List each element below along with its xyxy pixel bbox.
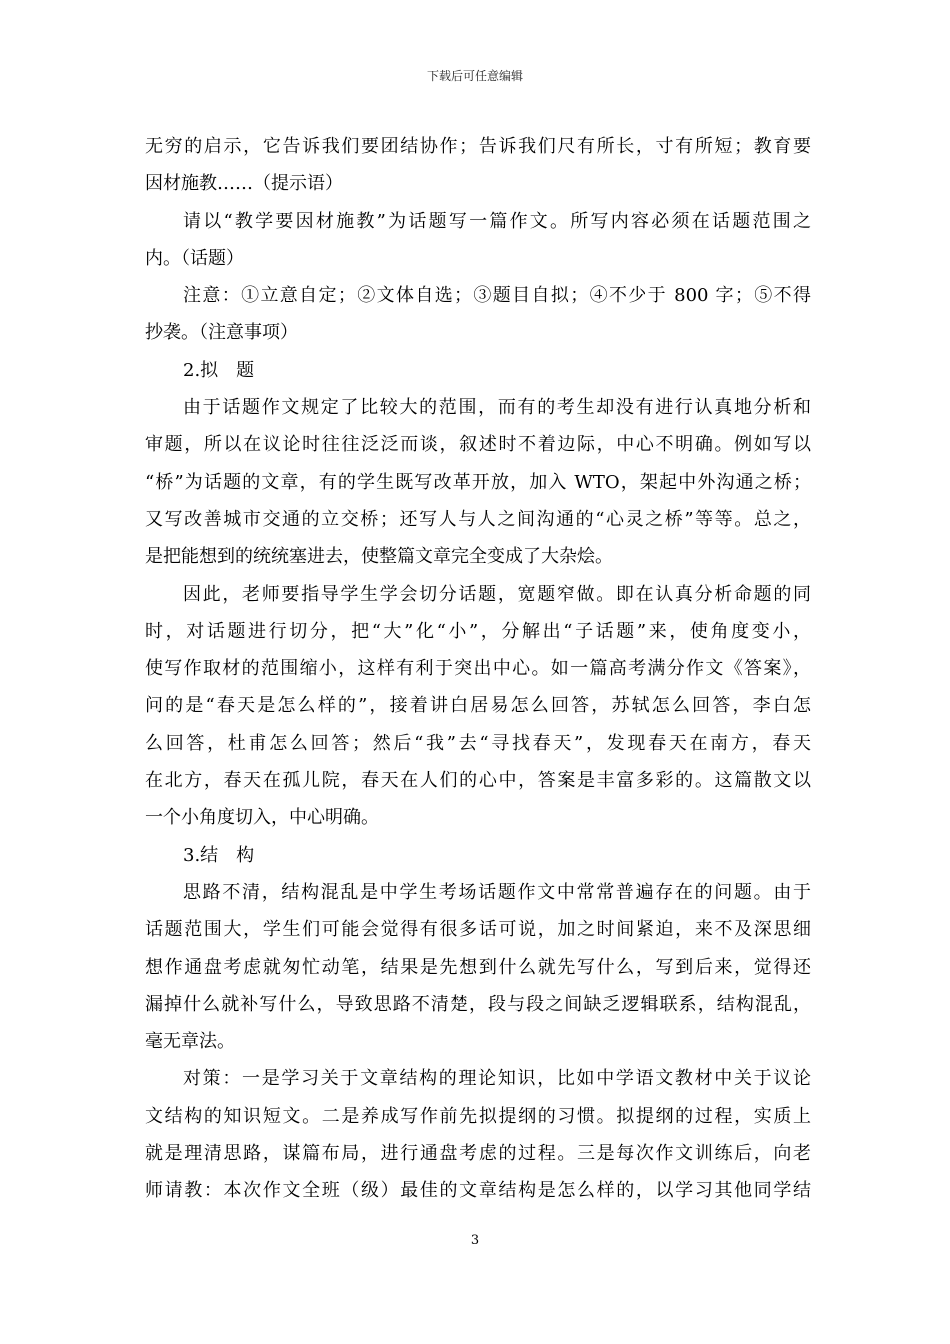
text-line: 请以“教学要因材施教”为话题写一篇作文。所写内容必须在话题范围之 bbox=[183, 210, 811, 232]
text-line: 问的是“春天是怎么样的”，接着讲白居易怎么回答，苏轼怎么回答，李白怎 bbox=[145, 695, 811, 717]
body-text bbox=[145, 128, 811, 1210]
text-line: 由于话题作文规定了比较大的范围，而有的考生却没有进行认真地分析和 bbox=[183, 397, 811, 419]
text-line: 时，对话题进行切分，把“大”化“小”，分解出“子话题”来，使角度变小， bbox=[145, 620, 811, 642]
text-line: 使写作取材的范围缩小，这样有利于突出中心。如一篇高考满分作文《答案》， bbox=[145, 658, 811, 680]
text-line: 毫无章法。 bbox=[145, 1031, 235, 1053]
text-line: 无穷的启示，它告诉我们要团结协作；告诉我们尺有所长，寸有所短；教育要 bbox=[145, 136, 811, 157]
text-line: 又写改善城市交通的立交桥；还写人与人之间沟通的“心灵之桥”等等。总之， bbox=[145, 508, 811, 530]
page-header: 下载后可任意编辑 bbox=[426, 69, 523, 83]
text-line: 对策：一是学习关于文章结构的理论知识，比如中学语文教材中关于议论 bbox=[183, 1068, 811, 1090]
text-line: 就是理清思路，谋篇布局，进行通盘考虑的过程。三是每次作文训练后，向老 bbox=[145, 1143, 811, 1165]
text-line: 因此，老师要指导学生学会切分话题，宽题窄做。即在认真分析命题的同 bbox=[183, 583, 811, 605]
section-heading: 2.拟 题 bbox=[183, 359, 255, 381]
text-line: “桥”为话题的文章，有的学生既写改革开放，加入 WTO，架起中外沟通之桥； bbox=[145, 471, 811, 493]
text-line: 一个小角度切入，中心明确。 bbox=[145, 807, 379, 829]
text-line: 思路不清，结构混乱是中学生考场话题作文中常常普遍存在的问题。由于 bbox=[183, 881, 811, 903]
text-line: 内。（话题） bbox=[145, 247, 244, 269]
text-line: 注意：①立意自定；②文体自选；③题目自拟；④不少于 800 字；⑤不得 bbox=[183, 285, 811, 307]
text-line: 因材施教……（提示语） bbox=[145, 173, 343, 195]
page-number: 3 bbox=[470, 1233, 480, 1248]
section-heading: 3.结 构 bbox=[183, 844, 255, 866]
text-line: 文结构的知识短文。二是养成写作前先拟提纲的习惯。拟提纲的过程，实质上 bbox=[145, 1105, 811, 1127]
text-line: 话题范围大，学生们可能会觉得有很多话可说，加之时间紧迫，来不及深思细 bbox=[145, 919, 811, 941]
text-line: 师请教：本次作文全班（级）最佳的文章结构是怎么样的，以学习其他同学结 bbox=[145, 1180, 811, 1202]
text-line: 抄袭。（注意事项） bbox=[145, 322, 298, 344]
text-line: 么回答，杜甫怎么回答；然后“我”去“寻找春天”，发现春天在南方，春天 bbox=[145, 732, 811, 754]
text-line: 审题，所以在议论时往往泛泛而谈，叙述时不着边际，中心不明确。例如写以 bbox=[145, 434, 811, 456]
text-line: 想作通盘考虑就匆忙动笔，结果是先想到什么就先写什么，写到后来，觉得还 bbox=[145, 956, 811, 978]
text-line: 是把能想到的统统塞进去，使整篇文章完全变成了大杂烩。 bbox=[145, 546, 613, 568]
text-line: 在北方，春天在孤儿院，春天在人们的心中，答案是丰富多彩的。这篇散文以 bbox=[145, 770, 811, 792]
text-line: 漏掉什么就补写什么，导致思路不清楚，段与段之间缺乏逻辑联系，结构混乱， bbox=[145, 993, 811, 1015]
